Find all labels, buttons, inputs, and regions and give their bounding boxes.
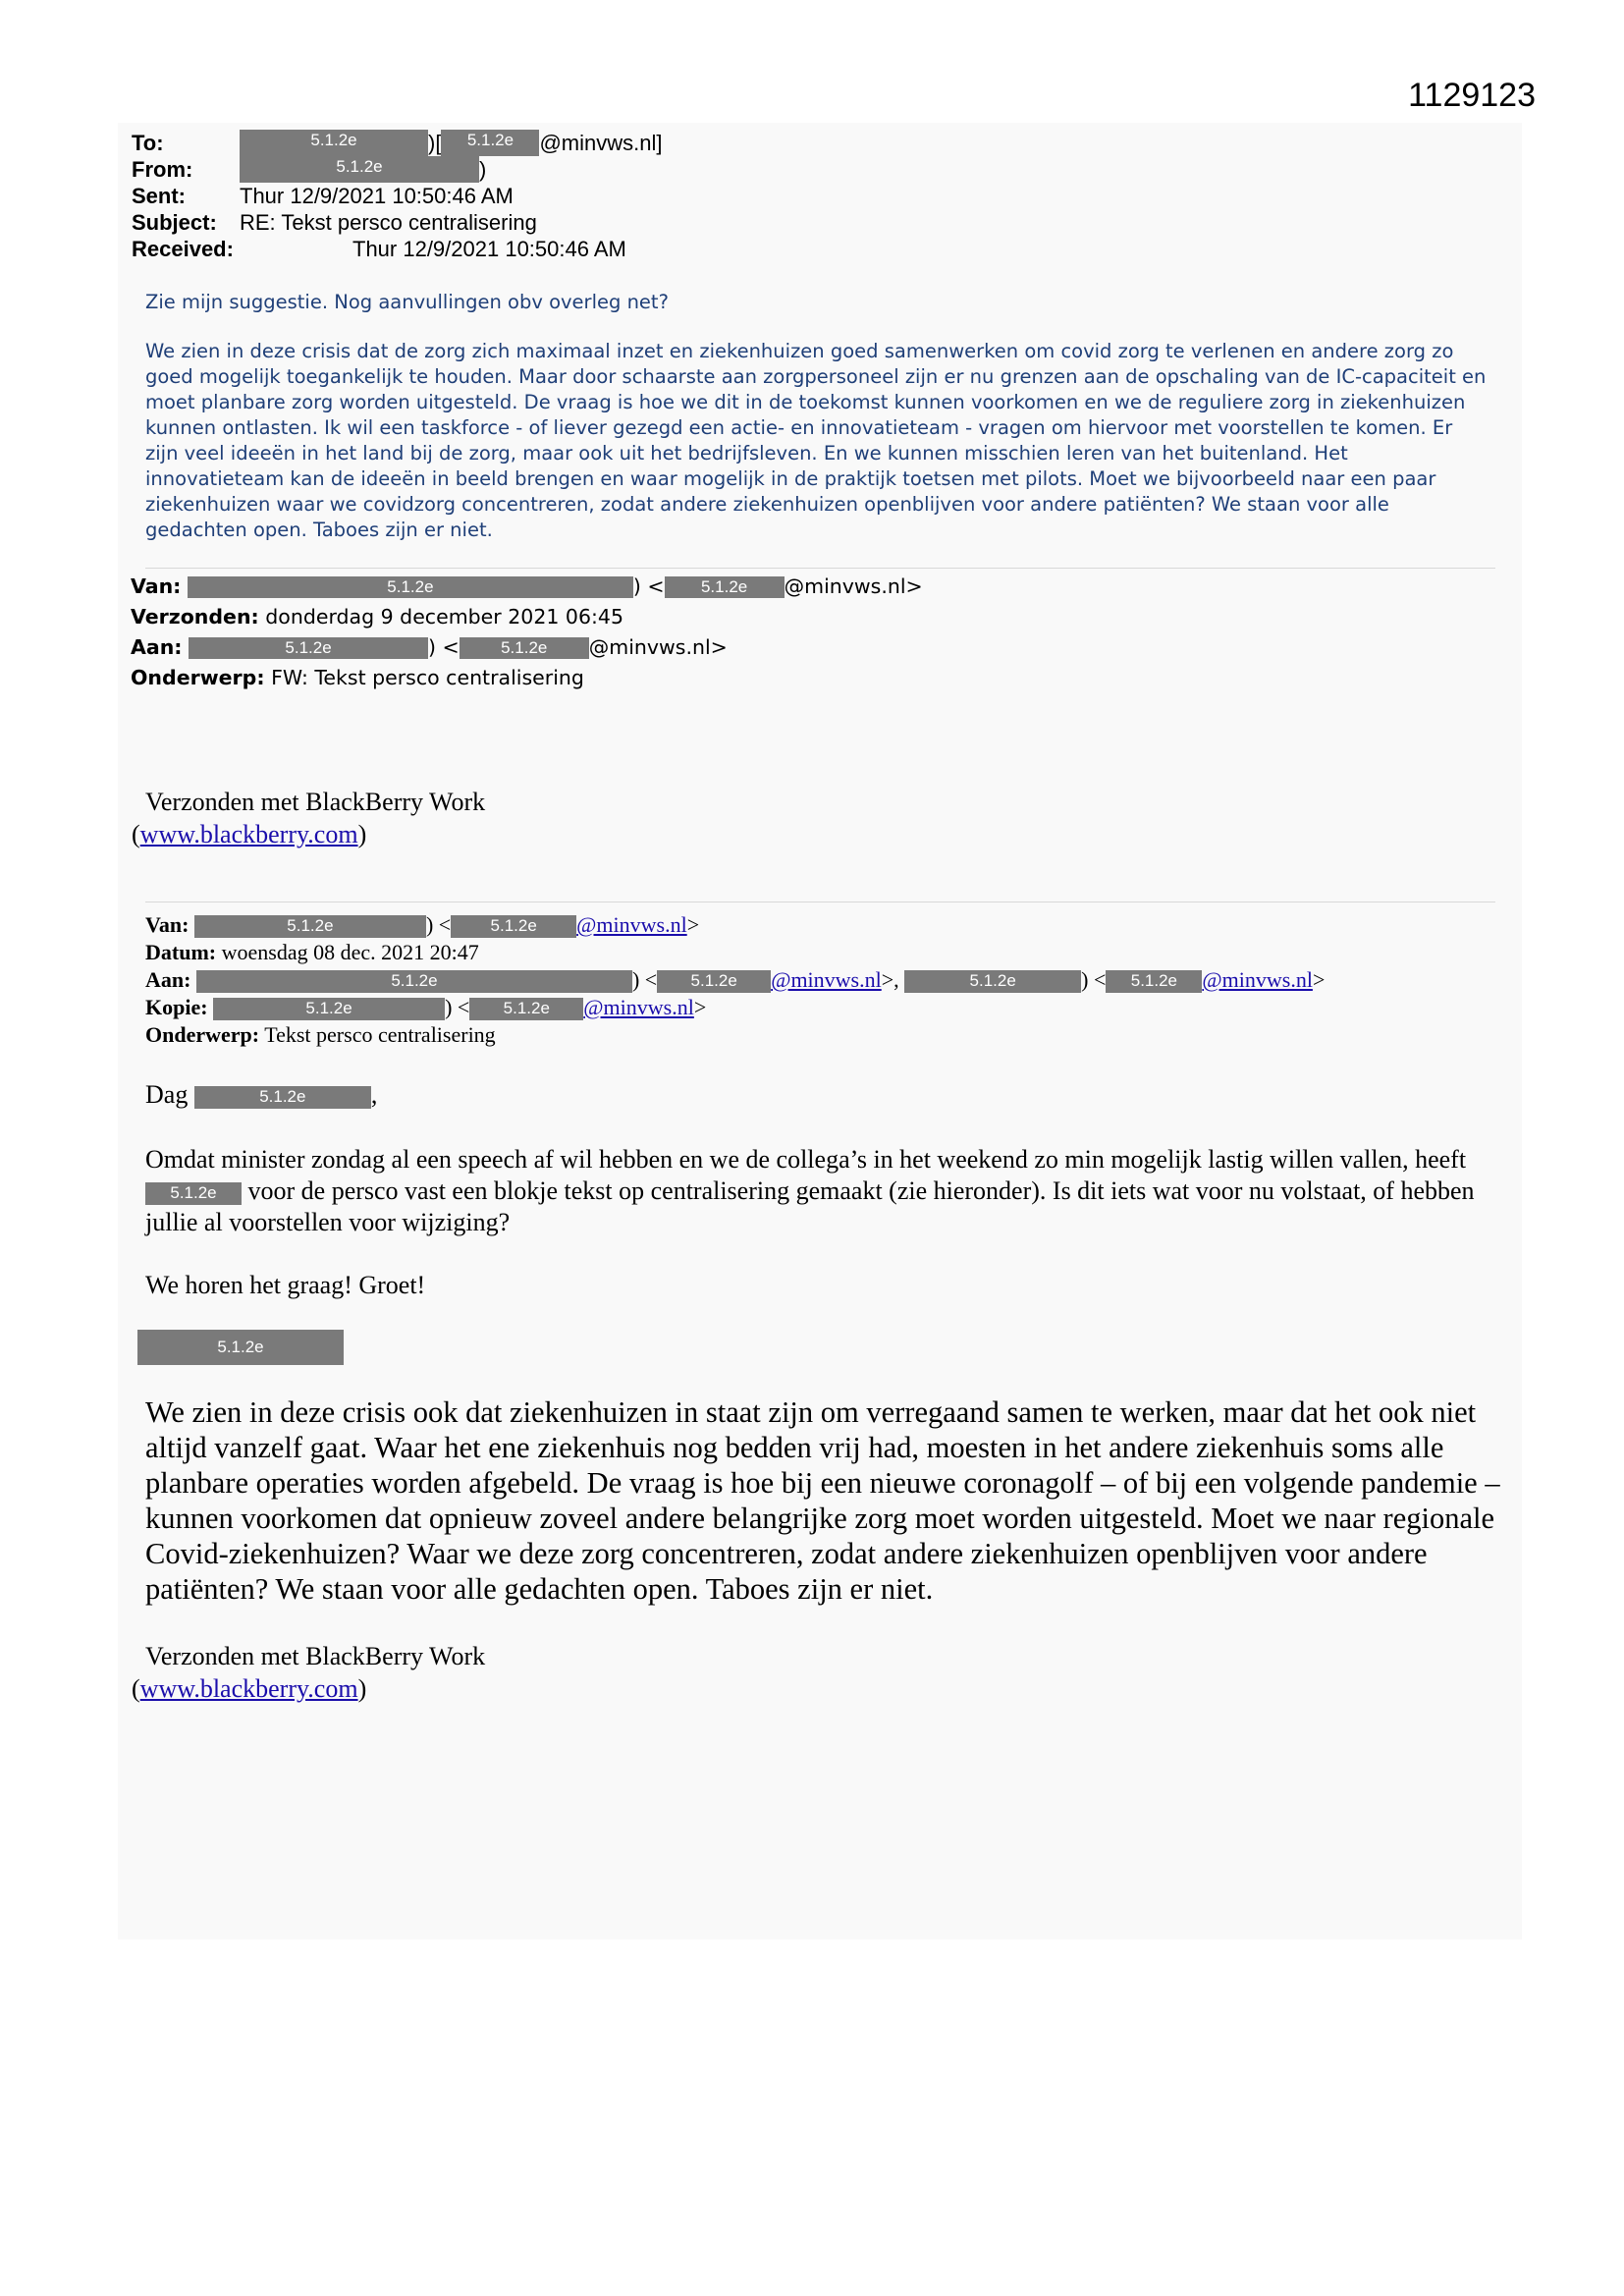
greeting [145,1080,377,1110]
received-value: Thur 12/9/2021 10:50:46 AM [352,237,626,261]
fw-verzonden-label: Verzonden: [131,605,259,629]
header-received [132,236,662,262]
orig-kopie [145,994,1325,1021]
orig-kopie-label: Kopie: [145,995,208,1019]
message-paragraph-2: We horen het graag! Groet! [145,1271,426,1299]
redaction-block: 5.1.2e [904,970,1081,993]
orig-van-label: Van: [145,912,189,937]
redaction-block: 5.1.2e [240,130,428,156]
orig-aan [145,966,1325,994]
message-p1-b: voor de persco vast een blokje tekst op centralisering gemaakt (zie hieronder). Is dit iets wat voor nu volstaat, of hebben jullie al voorstellen voor wijziging? [145,1176,1475,1236]
to-label: To: [132,131,164,155]
redaction-block: 5.1.2e [145,1182,242,1205]
reply-line1: Zie mijn suggestie. Nog aanvullingen obv overleg net? [145,291,669,313]
orig-gt: > [686,912,700,937]
fw-onderwerp-value: FW: Tekst persco centralisering [271,666,584,689]
redaction-block: 5.1.2e [451,915,576,938]
original-header [145,911,1325,1049]
orig-lt: ) < [425,912,452,937]
blackberry-link[interactable]: www.blackberry.com [139,1674,358,1703]
bb-close-paren: ) [357,1674,367,1703]
message-paragraph-1 [145,1144,1500,1238]
header-subject [132,209,662,236]
fw-onderwerp [131,663,923,693]
from-label: From: [132,157,193,182]
fw-van-label: Van: [131,574,182,598]
minvws-link[interactable]: @minvws.nl [1202,967,1313,992]
reply-paragraph: We zien in deze crisis dat de zorg zich maximaal inzet en ziekenhuizen goed samenwerken om covid zorg te verlenen en andere zorg zo goed mogelijk toegankelijk te houden. Maar door schaarste aan zorgpersoneel zijn er nu grenzen aan de opschaling van de IC-capaciteit en moet planbare zorg worden uitgesteld. De vraag is hoe we dit in de toekomst kunnen voorkomen en we de reguliere zorg in ziekenhuizen kunnen ontlasten. Ik wil een taskforce - of liever gezegd een actie- en innovatieteam - vragen om hiervoor met voorstellen te komen. Er zijn veel ideeën in het land bij de zorg, maar ook uit het bedrijfsleven. En we kunnen misschien leren van het buitenland. Het innovatieteam kan de ideeën in beeld brengen en waar mogelijk in de praktijk toetsen met pilots. Moet we bijvoorbeeld naar een paar ziekenhuizen waar we covidzorg concentreren, zodat andere ziekenhuizen openblijven voor andere patiënten? We staan voor alle gedachten open. Taboes zijn er niet. [145,340,1487,541]
orig-onderwerp-label: Onderwerp: [145,1022,260,1047]
reply-body [145,290,1490,567]
orig-gt: > [693,995,707,1019]
divider [145,568,1495,569]
header-from [132,156,662,183]
orig-datum [145,939,1325,966]
email-header [132,130,662,262]
fw-onderwerp-label: Onderwerp: [131,666,265,689]
fw-aan-label: Aan: [131,635,183,659]
fw-aan-sep: ) < [428,635,460,659]
redaction-block: 5.1.2e [657,970,771,993]
redaction-block: 5.1.2e [194,1086,371,1109]
redaction-block: 5.1.2e [189,637,428,660]
redaction-block: 5.1.2e [469,998,583,1020]
fw-van-sep: ) < [632,574,665,598]
bb-open-paren: ( [132,1674,140,1703]
from-close: ) [479,157,487,182]
subject-label: Subject: [132,210,217,235]
minvws-link[interactable]: @minvws.nl [771,967,882,992]
to-separator: )[ [428,131,442,155]
sent-value: Thur 12/9/2021 10:50:46 AM [240,184,514,208]
orig-onderwerp [145,1021,1325,1049]
message-body [145,1144,1500,1333]
fw-van-domain: @minvws.nl> [784,574,923,598]
orig-van [145,911,1325,939]
orig-lt: ) < [631,967,658,992]
minvws-link[interactable]: @minvws.nl [576,912,687,937]
bb-sent-with: Verzonden met BlackBerry Work [145,1642,486,1670]
redaction-block: 5.1.2e [194,915,426,938]
sender-signature [137,1330,344,1365]
header-to [132,130,662,156]
redaction-block: 5.1.2e [441,130,539,156]
blackberry-signature [132,1640,485,1705]
orig-gt: > [1312,967,1326,992]
header-sent [132,183,662,209]
minvws-link[interactable]: @minvws.nl [583,995,694,1019]
redaction-block: 5.1.2e [665,576,785,599]
redaction-block: 5.1.2e [213,998,445,1020]
bb-link-line [132,818,485,850]
fw-verzonden [131,602,923,632]
sent-label: Sent: [132,184,186,208]
redaction-block: 5.1.2e [188,576,633,599]
bb-link-line [132,1672,485,1705]
blackberry-link[interactable]: www.blackberry.com [139,820,358,848]
orig-datum-label: Datum: [145,940,217,964]
greeting-word: Dag [145,1080,189,1109]
press-text-block: We zien in deze crisis ook dat ziekenhuizen in staat zijn om verregaand samen te werken, maar dat het ook niet altijd vanzelf gaat. Waar het ene ziekenhuis nog bedden vrij had, moesten in het andere ziekenhuis soms alle planbare operaties worden afgebeld. De vraag is hoe bij een nieuwe coronagolf – of bij een volgende pandemie – kunnen voorkomen dat opnieuw zoveel andere belangrijke zorg moet worden uitgesteld. Moet we naar regionale Covid-ziekenhuizen? Waar we deze zorg concentreren, zodat andere ziekenhuizen openblijven voor andere patiënten? We staan voor alle gedachten open. Taboes zijn er niet. [145,1395,1500,1606]
redaction-block: 5.1.2e [196,970,632,993]
bb-open-paren: ( [132,820,140,848]
fw-aan [131,632,923,663]
orig-lt: ) < [445,995,470,1019]
fw-verzonden-value: donderdag 9 december 2021 06:45 [265,605,623,629]
redaction-block: 5.1.2e [240,156,479,183]
redaction-block: 5.1.2e [1106,970,1202,993]
to-domain: @minvws.nl] [539,131,663,155]
redaction-block: 5.1.2e [460,637,589,660]
bb-close-paren: ) [357,820,367,848]
document-number: 1129123 [1408,77,1536,114]
orig-lt: ) < [1081,967,1107,992]
bb-sent-with: Verzonden met BlackBerry Work [145,788,486,816]
forward-header [131,572,923,693]
fw-aan-domain: @minvws.nl> [588,635,728,659]
orig-aan-label: Aan: [145,967,191,992]
fw-van [131,572,923,602]
orig-gt-comma: >, [881,967,905,992]
redaction-block: 5.1.2e [137,1330,344,1365]
received-label: Received: [132,237,234,261]
orig-datum-value: woensdag 08 dec. 2021 20:47 [221,940,479,964]
greeting-end: , [370,1080,378,1109]
blackberry-signature [132,786,485,850]
orig-onderwerp-value: Tekst persco centralisering [264,1022,496,1047]
message-p1-a: Omdat minister zondag al een speech af wil hebben en we de collega’s in het weekend zo min mogelijk lastig willen vallen, heeft [145,1145,1467,1174]
subject-value: RE: Tekst persco centralisering [240,210,537,235]
